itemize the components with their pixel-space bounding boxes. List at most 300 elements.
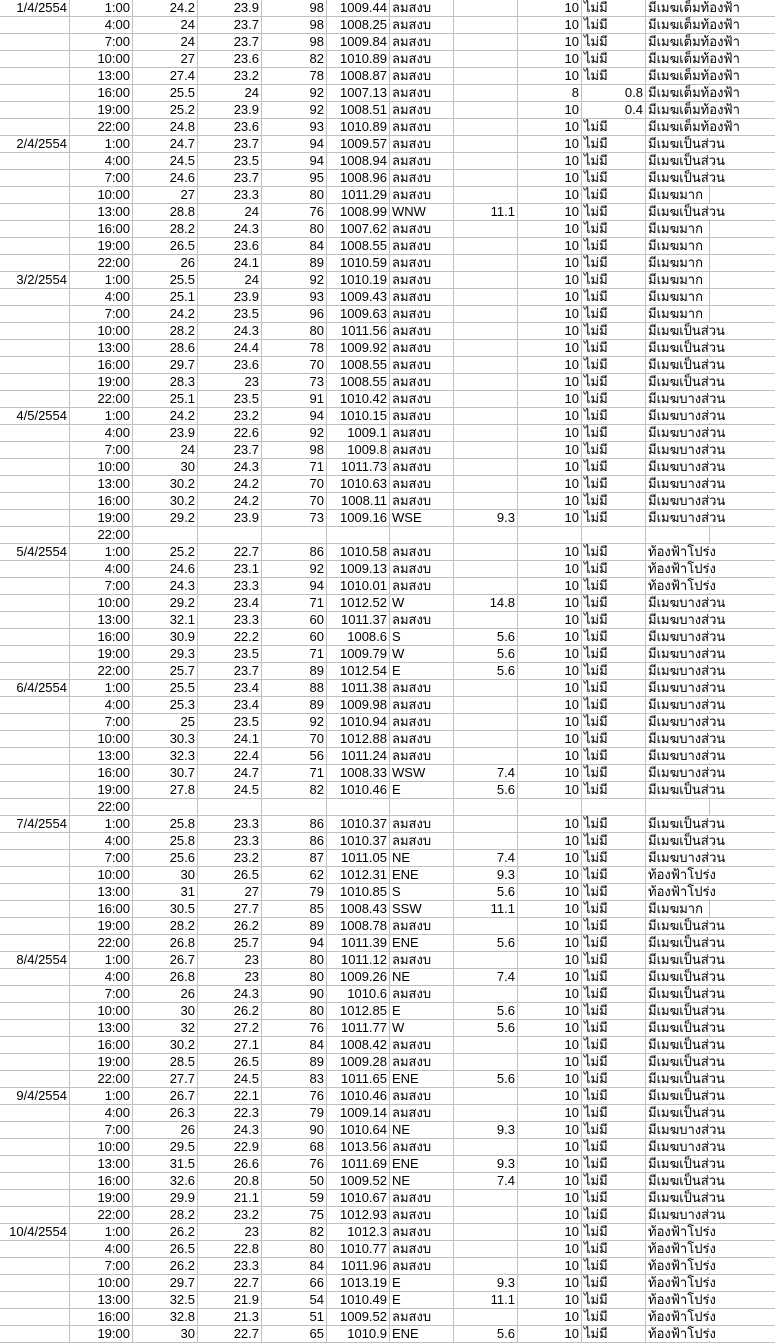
- dewpoint-cell[interactable]: 22.3: [198, 1105, 262, 1122]
- temperature-cell[interactable]: 25.5: [133, 85, 198, 102]
- date-cell[interactable]: [0, 204, 70, 221]
- humidity-cell[interactable]: 94: [262, 578, 327, 595]
- humidity-cell[interactable]: 86: [262, 544, 327, 561]
- dewpoint-cell[interactable]: 23.6: [198, 238, 262, 255]
- time-cell[interactable]: 19:00: [70, 1054, 133, 1071]
- visibility-cell[interactable]: 10: [518, 612, 582, 629]
- temperature-cell[interactable]: 30.2: [133, 493, 198, 510]
- humidity-cell[interactable]: 96: [262, 306, 327, 323]
- dewpoint-cell[interactable]: 23.3: [198, 612, 262, 629]
- rainfall-cell[interactable]: ไม่มี: [582, 1139, 646, 1156]
- date-cell[interactable]: 10/4/2554: [0, 1224, 70, 1241]
- temperature-cell[interactable]: 28.6: [133, 340, 198, 357]
- temperature-cell[interactable]: 24.6: [133, 561, 198, 578]
- pressure-cell[interactable]: 1010.49: [327, 1292, 390, 1309]
- visibility-cell[interactable]: 10: [518, 187, 582, 204]
- time-cell[interactable]: 19:00: [70, 1190, 133, 1207]
- time-cell[interactable]: 1:00: [70, 272, 133, 289]
- humidity-cell[interactable]: 76: [262, 204, 327, 221]
- dewpoint-cell[interactable]: 23.5: [198, 646, 262, 663]
- rainfall-cell[interactable]: ไม่มี: [582, 850, 646, 867]
- pressure-cell[interactable]: 1009.28: [327, 1054, 390, 1071]
- rainfall-cell[interactable]: ไม่มี: [582, 561, 646, 578]
- humidity-cell[interactable]: 84: [262, 238, 327, 255]
- date-cell[interactable]: [0, 102, 70, 119]
- rainfall-cell[interactable]: ไม่มี: [582, 17, 646, 34]
- cloud-cell[interactable]: [646, 884, 716, 901]
- humidity-cell[interactable]: 71: [262, 646, 327, 663]
- visibility-cell[interactable]: 10: [518, 833, 582, 850]
- date-cell[interactable]: [0, 1326, 70, 1343]
- cloud-cell[interactable]: [646, 493, 726, 510]
- date-cell[interactable]: [0, 1054, 70, 1071]
- time-cell[interactable]: 19:00: [70, 238, 133, 255]
- temperature-cell[interactable]: 25.2: [133, 102, 198, 119]
- wind-speed-cell[interactable]: [454, 986, 518, 1003]
- time-cell[interactable]: 4:00: [70, 289, 133, 306]
- time-cell[interactable]: 1:00: [70, 816, 133, 833]
- cloud-cell[interactable]: [646, 1275, 716, 1292]
- wind-speed-cell[interactable]: [454, 697, 518, 714]
- rainfall-cell[interactable]: ไม่มี: [582, 136, 646, 153]
- time-cell[interactable]: 10:00: [70, 731, 133, 748]
- pressure-cell[interactable]: 1009.57: [327, 136, 390, 153]
- visibility-cell[interactable]: 10: [518, 510, 582, 527]
- rainfall-cell[interactable]: ไม่มี: [582, 1020, 646, 1037]
- pressure-cell[interactable]: 1009.84: [327, 34, 390, 51]
- humidity-cell[interactable]: 66: [262, 1275, 327, 1292]
- time-cell[interactable]: 16:00: [70, 1173, 133, 1190]
- rainfall-cell[interactable]: ไม่มี: [582, 34, 646, 51]
- temperature-cell[interactable]: 25.3: [133, 697, 198, 714]
- time-cell[interactable]: 7:00: [70, 714, 133, 731]
- wind-speed-cell[interactable]: [454, 1037, 518, 1054]
- temperature-cell[interactable]: 30: [133, 1326, 198, 1343]
- time-cell[interactable]: 19:00: [70, 918, 133, 935]
- pressure-cell[interactable]: 1010.94: [327, 714, 390, 731]
- wind-direction-cell[interactable]: ลมสงบ: [390, 816, 454, 833]
- date-cell[interactable]: [0, 425, 70, 442]
- date-cell[interactable]: [0, 153, 70, 170]
- temperature-cell[interactable]: 26: [133, 1122, 198, 1139]
- rainfall-cell[interactable]: ไม่มี: [582, 1156, 646, 1173]
- visibility-cell[interactable]: 10: [518, 391, 582, 408]
- cloud-cell[interactable]: [646, 510, 726, 527]
- empty-cell[interactable]: [710, 238, 775, 255]
- wind-direction-cell[interactable]: ลมสงบ: [390, 1139, 454, 1156]
- wind-direction-cell[interactable]: ลมสงบ: [390, 1105, 454, 1122]
- cloud-cell[interactable]: [646, 153, 725, 170]
- date-cell[interactable]: [0, 476, 70, 493]
- time-cell[interactable]: 4:00: [70, 833, 133, 850]
- dewpoint-cell[interactable]: 23.2: [198, 408, 262, 425]
- temperature-cell[interactable]: 29.5: [133, 1139, 198, 1156]
- cloud-cell[interactable]: [646, 1003, 725, 1020]
- time-cell[interactable]: 1:00: [70, 1088, 133, 1105]
- visibility-cell[interactable]: 10: [518, 561, 582, 578]
- rainfall-cell[interactable]: ไม่มี: [582, 1326, 646, 1343]
- dewpoint-cell[interactable]: 27.7: [198, 901, 262, 918]
- dewpoint-cell[interactable]: 23.5: [198, 306, 262, 323]
- wind-speed-cell[interactable]: [454, 1054, 518, 1071]
- visibility-cell[interactable]: 10: [518, 697, 582, 714]
- pressure-cell[interactable]: 1007.13: [327, 85, 390, 102]
- pressure-cell[interactable]: 1008.78: [327, 918, 390, 935]
- pressure-cell[interactable]: 1012.54: [327, 663, 390, 680]
- empty-cell[interactable]: [710, 272, 775, 289]
- wind-speed-cell[interactable]: [454, 119, 518, 136]
- wind-direction-cell[interactable]: ลมสงบ: [390, 17, 454, 34]
- wind-direction-cell[interactable]: ลมสงบ: [390, 136, 454, 153]
- temperature-cell[interactable]: 24.2: [133, 0, 198, 17]
- time-cell[interactable]: 1:00: [70, 136, 133, 153]
- wind-direction-cell[interactable]: ลมสงบ: [390, 612, 454, 629]
- humidity-cell[interactable]: 76: [262, 1156, 327, 1173]
- pressure-cell[interactable]: 1011.65: [327, 1071, 390, 1088]
- temperature-cell[interactable]: 30.7: [133, 765, 198, 782]
- visibility-cell[interactable]: 10: [518, 272, 582, 289]
- date-cell[interactable]: [0, 374, 70, 391]
- dewpoint-cell[interactable]: 22.4: [198, 748, 262, 765]
- rainfall-cell[interactable]: ไม่มี: [582, 1207, 646, 1224]
- temperature-cell[interactable]: 29.7: [133, 357, 198, 374]
- visibility-cell[interactable]: 10: [518, 1173, 582, 1190]
- rainfall-cell[interactable]: 0.4: [582, 102, 646, 119]
- time-cell[interactable]: 13:00: [70, 1156, 133, 1173]
- time-cell[interactable]: 16:00: [70, 85, 133, 102]
- time-cell[interactable]: 7:00: [70, 986, 133, 1003]
- wind-speed-cell[interactable]: 9.3: [454, 1156, 518, 1173]
- temperature-cell[interactable]: 25.6: [133, 850, 198, 867]
- time-cell[interactable]: 10:00: [70, 51, 133, 68]
- visibility-cell[interactable]: 10: [518, 34, 582, 51]
- wind-direction-cell[interactable]: ลมสงบ: [390, 102, 454, 119]
- rainfall-cell[interactable]: ไม่มี: [582, 255, 646, 272]
- rainfall-cell[interactable]: ไม่มี: [582, 578, 646, 595]
- humidity-cell[interactable]: 89: [262, 918, 327, 935]
- cloud-cell[interactable]: [646, 935, 725, 952]
- cloud-cell[interactable]: [646, 544, 716, 561]
- temperature-cell[interactable]: 28.5: [133, 1054, 198, 1071]
- wind-direction-cell[interactable]: ลมสงบ: [390, 731, 454, 748]
- rainfall-cell[interactable]: ไม่มี: [582, 1241, 646, 1258]
- visibility-cell[interactable]: 10: [518, 680, 582, 697]
- wind-direction-cell[interactable]: WNW: [390, 204, 454, 221]
- pressure-cell[interactable]: 1008.51: [327, 102, 390, 119]
- rainfall-cell[interactable]: ไม่มี: [582, 340, 646, 357]
- wind-direction-cell[interactable]: E: [390, 663, 454, 680]
- wind-speed-cell[interactable]: 9.3: [454, 1275, 518, 1292]
- time-cell[interactable]: 4:00: [70, 561, 133, 578]
- temperature-cell[interactable]: 27: [133, 51, 198, 68]
- wind-speed-cell[interactable]: [454, 1088, 518, 1105]
- date-cell[interactable]: [0, 1190, 70, 1207]
- humidity-cell[interactable]: 56: [262, 748, 327, 765]
- wind-direction-cell[interactable]: ลมสงบ: [390, 34, 454, 51]
- dewpoint-cell[interactable]: 24: [198, 85, 262, 102]
- dewpoint-cell[interactable]: 23.7: [198, 442, 262, 459]
- wind-speed-cell[interactable]: [454, 102, 518, 119]
- cloud-cell[interactable]: [646, 1224, 716, 1241]
- rainfall-cell[interactable]: ไม่มี: [582, 544, 646, 561]
- dewpoint-cell[interactable]: 23.9: [198, 0, 262, 17]
- time-cell[interactable]: 1:00: [70, 952, 133, 969]
- wind-speed-cell[interactable]: 5.6: [454, 646, 518, 663]
- humidity-cell[interactable]: 92: [262, 561, 327, 578]
- cloud-cell[interactable]: [646, 612, 726, 629]
- date-cell[interactable]: [0, 119, 70, 136]
- humidity-cell[interactable]: 92: [262, 714, 327, 731]
- pressure-cell[interactable]: 1010.37: [327, 833, 390, 850]
- empty-cell[interactable]: [710, 799, 775, 816]
- date-cell[interactable]: [0, 714, 70, 731]
- date-cell[interactable]: [0, 340, 70, 357]
- humidity-cell[interactable]: 54: [262, 1292, 327, 1309]
- wind-speed-cell[interactable]: 5.6: [454, 1326, 518, 1343]
- visibility-cell[interactable]: 10: [518, 731, 582, 748]
- wind-speed-cell[interactable]: [454, 714, 518, 731]
- wind-direction-cell[interactable]: ลมสงบ: [390, 119, 454, 136]
- wind-direction-cell[interactable]: ลมสงบ: [390, 561, 454, 578]
- wind-direction-cell[interactable]: NE: [390, 969, 454, 986]
- temperature-cell[interactable]: 26.8: [133, 969, 198, 986]
- wind-direction-cell[interactable]: ลมสงบ: [390, 272, 454, 289]
- wind-direction-cell[interactable]: ลมสงบ: [390, 323, 454, 340]
- empty-cell[interactable]: [710, 1224, 775, 1241]
- empty-cell[interactable]: [710, 884, 775, 901]
- wind-speed-cell[interactable]: [454, 680, 518, 697]
- pressure-cell[interactable]: 1010.15: [327, 408, 390, 425]
- rainfall-cell[interactable]: ไม่มี: [582, 901, 646, 918]
- cloud-cell[interactable]: [646, 918, 725, 935]
- humidity-cell[interactable]: 80: [262, 221, 327, 238]
- time-cell[interactable]: 22:00: [70, 391, 133, 408]
- wind-speed-cell[interactable]: [454, 391, 518, 408]
- date-cell[interactable]: [0, 255, 70, 272]
- visibility-cell[interactable]: 10: [518, 1122, 582, 1139]
- rainfall-cell[interactable]: ไม่มี: [582, 204, 646, 221]
- date-cell[interactable]: [0, 1309, 70, 1326]
- rainfall-cell[interactable]: ไม่มี: [582, 629, 646, 646]
- cloud-cell[interactable]: [646, 1105, 725, 1122]
- wind-speed-cell[interactable]: 9.3: [454, 1122, 518, 1139]
- temperature-cell[interactable]: 26.2: [133, 1224, 198, 1241]
- wind-speed-cell[interactable]: [454, 1139, 518, 1156]
- rainfall-cell[interactable]: ไม่มี: [582, 187, 646, 204]
- time-cell[interactable]: 16:00: [70, 629, 133, 646]
- temperature-cell[interactable]: 25.2: [133, 544, 198, 561]
- time-cell[interactable]: 13:00: [70, 1292, 133, 1309]
- temperature-cell[interactable]: 30.2: [133, 476, 198, 493]
- visibility-cell[interactable]: 10: [518, 340, 582, 357]
- empty-cell[interactable]: [710, 1309, 775, 1326]
- dewpoint-cell[interactable]: 23.7: [198, 17, 262, 34]
- visibility-cell[interactable]: 10: [518, 289, 582, 306]
- visibility-cell[interactable]: 10: [518, 221, 582, 238]
- wind-speed-cell[interactable]: 7.4: [454, 850, 518, 867]
- cloud-cell[interactable]: [646, 748, 726, 765]
- visibility-cell[interactable]: 10: [518, 306, 582, 323]
- wind-speed-cell[interactable]: 7.4: [454, 765, 518, 782]
- temperature-cell[interactable]: 30: [133, 1003, 198, 1020]
- temperature-cell[interactable]: 24: [133, 34, 198, 51]
- cloud-cell[interactable]: [646, 799, 710, 816]
- date-cell[interactable]: [0, 221, 70, 238]
- wind-direction-cell[interactable]: ลมสงบ: [390, 493, 454, 510]
- wind-direction-cell[interactable]: [390, 527, 454, 544]
- cloud-cell[interactable]: [646, 136, 725, 153]
- humidity-cell[interactable]: 71: [262, 765, 327, 782]
- wind-direction-cell[interactable]: ลมสงบ: [390, 1088, 454, 1105]
- dewpoint-cell[interactable]: 23.4: [198, 697, 262, 714]
- dewpoint-cell[interactable]: 27.2: [198, 1020, 262, 1037]
- pressure-cell[interactable]: 1011.05: [327, 850, 390, 867]
- temperature-cell[interactable]: 26.2: [133, 1258, 198, 1275]
- pressure-cell[interactable]: 1009.52: [327, 1173, 390, 1190]
- temperature-cell[interactable]: 32.6: [133, 1173, 198, 1190]
- wind-speed-cell[interactable]: 9.3: [454, 510, 518, 527]
- humidity-cell[interactable]: 82: [262, 1224, 327, 1241]
- dewpoint-cell[interactable]: 23.9: [198, 102, 262, 119]
- dewpoint-cell[interactable]: 23.9: [198, 289, 262, 306]
- rainfall-cell[interactable]: ไม่มี: [582, 1054, 646, 1071]
- temperature-cell[interactable]: 23.9: [133, 425, 198, 442]
- visibility-cell[interactable]: 10: [518, 1292, 582, 1309]
- date-cell[interactable]: 5/4/2554: [0, 544, 70, 561]
- temperature-cell[interactable]: 26.8: [133, 935, 198, 952]
- pressure-cell[interactable]: 1010.67: [327, 1190, 390, 1207]
- dewpoint-cell[interactable]: 22.7: [198, 544, 262, 561]
- wind-speed-cell[interactable]: [454, 85, 518, 102]
- cloud-cell[interactable]: [646, 442, 726, 459]
- visibility-cell[interactable]: [518, 799, 582, 816]
- rainfall-cell[interactable]: ไม่มี: [582, 425, 646, 442]
- temperature-cell[interactable]: 26: [133, 255, 198, 272]
- date-cell[interactable]: [0, 612, 70, 629]
- pressure-cell[interactable]: 1009.16: [327, 510, 390, 527]
- cloud-cell[interactable]: [646, 204, 725, 221]
- rainfall-cell[interactable]: ไม่มี: [582, 765, 646, 782]
- dewpoint-cell[interactable]: 22.9: [198, 1139, 262, 1156]
- humidity-cell[interactable]: 70: [262, 357, 327, 374]
- visibility-cell[interactable]: 10: [518, 646, 582, 663]
- time-cell[interactable]: 1:00: [70, 544, 133, 561]
- date-cell[interactable]: [0, 1241, 70, 1258]
- pressure-cell[interactable]: 1008.55: [327, 357, 390, 374]
- wind-speed-cell[interactable]: [454, 170, 518, 187]
- cloud-cell[interactable]: [646, 714, 726, 731]
- visibility-cell[interactable]: 10: [518, 986, 582, 1003]
- pressure-cell[interactable]: 1010.89: [327, 51, 390, 68]
- temperature-cell[interactable]: 28.8: [133, 204, 198, 221]
- visibility-cell[interactable]: 10: [518, 238, 582, 255]
- date-cell[interactable]: 7/4/2554: [0, 816, 70, 833]
- wind-direction-cell[interactable]: ENE: [390, 1071, 454, 1088]
- temperature-cell[interactable]: 24: [133, 442, 198, 459]
- pressure-cell[interactable]: 1011.24: [327, 748, 390, 765]
- dewpoint-cell[interactable]: 24.5: [198, 1071, 262, 1088]
- cloud-cell[interactable]: [646, 561, 716, 578]
- temperature-cell[interactable]: 24.5: [133, 153, 198, 170]
- pressure-cell[interactable]: 1011.29: [327, 187, 390, 204]
- wind-direction-cell[interactable]: ลมสงบ: [390, 408, 454, 425]
- dewpoint-cell[interactable]: 21.9: [198, 1292, 262, 1309]
- date-cell[interactable]: 9/4/2554: [0, 1088, 70, 1105]
- date-cell[interactable]: [0, 850, 70, 867]
- temperature-cell[interactable]: 24.8: [133, 119, 198, 136]
- pressure-cell[interactable]: 1011.56: [327, 323, 390, 340]
- visibility-cell[interactable]: 10: [518, 1139, 582, 1156]
- time-cell[interactable]: 22:00: [70, 663, 133, 680]
- date-cell[interactable]: [0, 1105, 70, 1122]
- cloud-cell[interactable]: [646, 1071, 725, 1088]
- date-cell[interactable]: [0, 391, 70, 408]
- wind-speed-cell[interactable]: [454, 527, 518, 544]
- rainfall-cell[interactable]: ไม่มี: [582, 1190, 646, 1207]
- rainfall-cell[interactable]: ไม่มี: [582, 680, 646, 697]
- pressure-cell[interactable]: [327, 527, 390, 544]
- cloud-cell[interactable]: [646, 1088, 725, 1105]
- date-cell[interactable]: [0, 646, 70, 663]
- temperature-cell[interactable]: 28.2: [133, 918, 198, 935]
- date-cell[interactable]: 4/5/2554: [0, 408, 70, 425]
- rainfall-cell[interactable]: ไม่มี: [582, 663, 646, 680]
- cloud-cell[interactable]: [646, 459, 726, 476]
- wind-direction-cell[interactable]: WSW: [390, 765, 454, 782]
- time-cell[interactable]: 10:00: [70, 1003, 133, 1020]
- time-cell[interactable]: 16:00: [70, 901, 133, 918]
- wind-direction-cell[interactable]: E: [390, 782, 454, 799]
- wind-speed-cell[interactable]: [454, 136, 518, 153]
- rainfall-cell[interactable]: ไม่มี: [582, 714, 646, 731]
- time-cell[interactable]: 7:00: [70, 170, 133, 187]
- wind-direction-cell[interactable]: NE: [390, 850, 454, 867]
- humidity-cell[interactable]: 94: [262, 935, 327, 952]
- dewpoint-cell[interactable]: 25.7: [198, 935, 262, 952]
- visibility-cell[interactable]: 10: [518, 1054, 582, 1071]
- time-cell[interactable]: 7:00: [70, 1258, 133, 1275]
- wind-direction-cell[interactable]: ลมสงบ: [390, 952, 454, 969]
- rainfall-cell[interactable]: ไม่มี: [582, 969, 646, 986]
- dewpoint-cell[interactable]: 23.3: [198, 833, 262, 850]
- time-cell[interactable]: 19:00: [70, 374, 133, 391]
- rainfall-cell[interactable]: ไม่มี: [582, 1003, 646, 1020]
- temperature-cell[interactable]: 30.3: [133, 731, 198, 748]
- pressure-cell[interactable]: 1011.37: [327, 612, 390, 629]
- humidity-cell[interactable]: 93: [262, 289, 327, 306]
- wind-speed-cell[interactable]: [454, 374, 518, 391]
- pressure-cell[interactable]: 1008.96: [327, 170, 390, 187]
- empty-cell[interactable]: [710, 1241, 775, 1258]
- humidity-cell[interactable]: 51: [262, 1309, 327, 1326]
- dewpoint-cell[interactable]: 23: [198, 969, 262, 986]
- wind-speed-cell[interactable]: 9.3: [454, 867, 518, 884]
- dewpoint-cell[interactable]: 24.3: [198, 459, 262, 476]
- temperature-cell[interactable]: 25: [133, 714, 198, 731]
- cloud-cell[interactable]: [646, 765, 726, 782]
- rainfall-cell[interactable]: ไม่มี: [582, 731, 646, 748]
- dewpoint-cell[interactable]: [198, 527, 262, 544]
- cloud-cell[interactable]: [646, 374, 725, 391]
- date-cell[interactable]: [0, 1275, 70, 1292]
- visibility-cell[interactable]: 10: [518, 476, 582, 493]
- temperature-cell[interactable]: [133, 527, 198, 544]
- wind-speed-cell[interactable]: [454, 799, 518, 816]
- humidity-cell[interactable]: 50: [262, 1173, 327, 1190]
- pressure-cell[interactable]: 1008.42: [327, 1037, 390, 1054]
- pressure-cell[interactable]: 1010.64: [327, 1122, 390, 1139]
- dewpoint-cell[interactable]: 23.2: [198, 850, 262, 867]
